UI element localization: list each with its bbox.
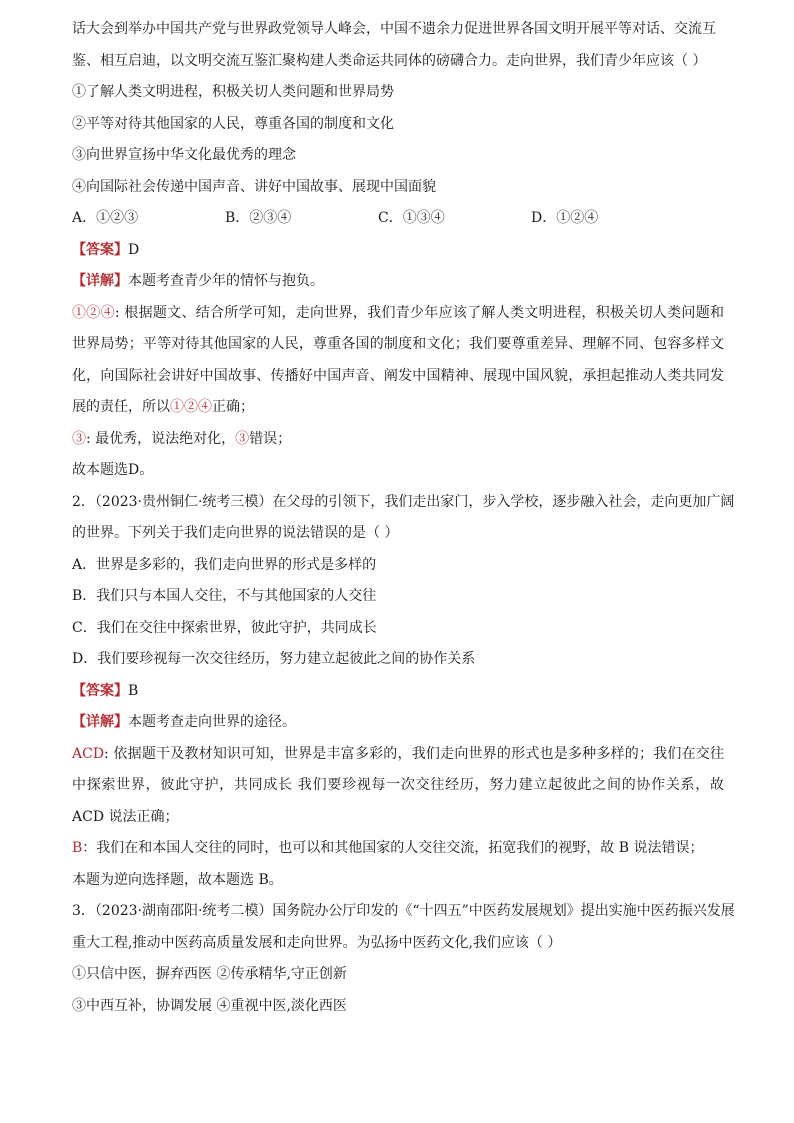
q1-analysis-2 (72, 424, 724, 456)
q1-option-d: D．①②④ (531, 210, 599, 226)
q3-stem-line: 3．（2023·湖南邵阳·统考二模）国务院办公厅印发的《“十四五”中医药发展规划》提出实施中医药振兴发展 (72, 903, 735, 919)
q2-option-a: A．世界是多彩的，我们走向世界的形式是多样的 (72, 556, 377, 573)
q1-answer (72, 235, 724, 267)
q1-analysis-1 (72, 298, 724, 424)
detail-intro: 本题考查青少年的情怀与抱负。 (128, 273, 324, 289)
q1-option-a: A．①②③ (72, 210, 139, 226)
analysis-end: 正确； (212, 399, 254, 415)
q2-option-b: B．我们只与本国人交往，不与其他国家的人交往 (72, 588, 377, 604)
q2-analysis-2 (72, 833, 724, 865)
detail-tag: 【详解】 (72, 714, 128, 730)
q3-stem-line: 重大工程,推动中医药高质量发展和走向世界。为弘扬中医药文化,我们应该（ ） (72, 934, 562, 951)
document-page (72, 14, 735, 1022)
q2-answer (72, 676, 724, 708)
q1-detail (72, 266, 724, 298)
q1-conclusion: 故本题选D。 (72, 462, 154, 478)
q2-detail (72, 707, 724, 739)
option-marker: ACD (72, 745, 105, 762)
q1-option-b: B．②③④ (225, 210, 292, 226)
analysis-text: : 根据题文、结合所学可知，走向世界，我们青少年应该了解人类文明进程，积极关切人类问题和世界局势；平等对待其他国家的人民，尊重各国的制度和文化；我们要尊重差异、理解不同、包容多样文化，向国际社会讲好中国故事、传播好中国声音、阐发中国精神、展现中国风貌，承担起推动人类共同发展的责任，所以 (72, 304, 724, 415)
q1-statement: ①了解人类文明进程，积极关切人类问题和世界局势 (72, 84, 394, 100)
q3-statements: ③中西互补，协调发展 ④重视中医,淡化西医 (72, 997, 347, 1014)
q1-stem-line: 鉴、相互启迪，以文明交流互鉴汇聚构建人类命运共同体的磅礴合力。走向世界，我们青少年应该（ ） (72, 52, 707, 69)
analysis-end: 错误； (249, 430, 292, 447)
q1-options (72, 203, 724, 235)
q2-analysis-1 (72, 739, 724, 834)
answer-value: B (128, 682, 139, 699)
q2-option-d: D．我们要珍视每一次交往经历，努力建立起彼此之间的协作关系 (72, 651, 476, 667)
q1-statement: ②平等对待其他国家的人民，尊重各国的制度和文化 (72, 115, 394, 132)
option-marker: ③ (72, 430, 86, 447)
analysis-text: : 最优秀，说法绝对化， (86, 430, 236, 447)
q1-option-c: C．①③④ (378, 210, 445, 226)
detail-intro: 本题考查走向世界的途径。 (128, 714, 296, 730)
q2-conclusion: 本题为逆向选择题，故本题选 B。 (72, 871, 283, 888)
answer-tag: 【答案】 (72, 241, 128, 258)
analysis-text: : 依据题干及教材知识可知，世界是丰富多彩的，我们走向世界的形式也是多种多样的；我们在交往中探索世界，彼此守护，共同成长 我们要珍视每一次交往经历，努力建立起彼此之间的协作关系，故 ACD 说法正确； (72, 745, 724, 825)
q1-stem-line: 话大会到举办中国共产党与世界政党领导人峰会，中国不遗余力促进世界各国文明开展平等对话、交流互 (72, 21, 716, 37)
q2-stem-line: 的世界。下列关于我们走向世界的说法错误的是（ ） (72, 525, 399, 541)
option-marker: ①②④ (170, 399, 212, 415)
answer-tag: 【答案】 (72, 682, 128, 699)
option-marker: ③ (235, 430, 250, 447)
q1-statement: ③向世界宣扬中华文化最优秀的理念 (72, 147, 296, 163)
answer-value: D (128, 241, 140, 258)
q2-stem-line: 2．（2023·贵州铜仁·统考三模）在父母的引领下，我们走出家门，步入学校，逐步融入社会，走向更加广阔 (72, 493, 735, 510)
q3-statements: ①只信中医，摒弃西医 ②传承精华,守正创新 (72, 966, 347, 982)
q2-option-c: C．我们在交往中探索世界，彼此守护，共同成长 (72, 619, 377, 636)
option-marker: B (72, 840, 83, 856)
q1-statement: ④向国际社会传递中国声音、讲好中国故事、展现中国面貌 (72, 178, 436, 195)
option-marker: ①②④ (72, 304, 115, 321)
analysis-text: ：我们在和本国人交往的同时，也可以和其他国家的人交往交流，拓宽我们的视野，故 B 说法错误； (82, 840, 704, 856)
detail-tag: 【详解】 (72, 273, 128, 289)
